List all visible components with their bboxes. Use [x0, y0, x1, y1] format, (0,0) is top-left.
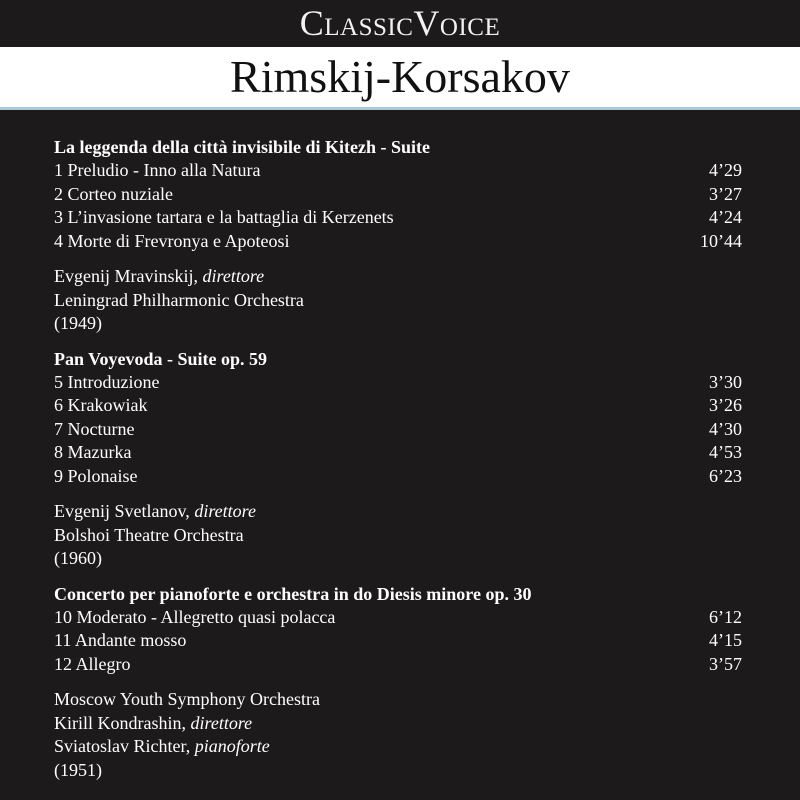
track-label: 12 Allegro [54, 653, 131, 674]
track-label: 4 Morte di Frevronya e Apoteosi [54, 230, 290, 251]
performer-role: direttore [202, 266, 265, 286]
track-duration: 6’23 [709, 465, 742, 486]
work-title: Pan Voyevoda - Suite op. 59 [54, 348, 268, 369]
track-row [54, 371, 742, 395]
track-row [54, 606, 742, 630]
performer-credit [54, 735, 742, 759]
recording-year-text: (1960) [54, 548, 102, 568]
recording-year [54, 312, 742, 336]
composer-banner [0, 47, 800, 110]
track-row [54, 206, 742, 230]
performer-name: Moscow Youth Symphony Orchestra [54, 689, 321, 709]
brand-logo: ClassicVoice [299, 3, 501, 43]
track-label: 5 Introduzione [54, 371, 160, 392]
performer-credit [54, 289, 742, 313]
track-row [54, 230, 742, 254]
recording-year [54, 547, 742, 571]
track-duration: 4’53 [709, 442, 742, 462]
track-duration: 10’44 [700, 230, 742, 251]
track-label: 7 Nocturne [54, 418, 135, 439]
work-title: Concerto per pianoforte e orchestra in do Diesis minore op. 30 [54, 583, 532, 604]
track-label: 3 L’invasione tartara e la battaglia di Kerzenets [54, 207, 394, 227]
track-duration: 4’30 [709, 418, 742, 439]
track-list [54, 136, 742, 782]
track-duration: 3’26 [709, 395, 742, 415]
track-label: 9 Polonaise [54, 465, 138, 486]
track-row [54, 465, 742, 489]
track-duration: 3’27 [709, 183, 742, 204]
performer-credit [54, 500, 742, 524]
performer-name: Evgenij Mravinskij, [54, 266, 203, 286]
track-row [54, 441, 742, 465]
work-title: La leggenda della città invisibile di Kitezh - Suite [54, 137, 431, 157]
track-row [54, 183, 742, 207]
track-label: 8 Mazurka [54, 442, 132, 462]
track-label: 10 Moderato - Allegretto quasi polacca [54, 606, 336, 627]
recording-year [54, 759, 742, 783]
track-duration: 4’15 [709, 630, 742, 650]
performer-name: Kirill Kondrashin, [54, 712, 191, 733]
track-duration: 4’24 [709, 207, 742, 227]
performer-name: Bolshoi Theatre Orchestra [54, 524, 244, 545]
track-duration: 4’29 [709, 160, 742, 180]
track-label: 2 Corteo nuziale [54, 183, 173, 204]
track-label: 6 Krakowiak [54, 395, 148, 415]
composer-name: Rimskij-Korsakov [230, 51, 570, 102]
performer-role: direttore [194, 501, 256, 521]
track-row [54, 394, 742, 418]
track-label: 1 Preludio - Inno alla Natura [54, 160, 261, 180]
track-row [54, 653, 742, 677]
track-label: 11 Andante mosso [54, 630, 187, 650]
performer-credit [54, 524, 742, 548]
recording-year-text: (1951) [54, 759, 102, 780]
track-row [54, 418, 742, 442]
performer-name: Evgenij Svetlanov, [54, 501, 195, 521]
performer-credit [54, 265, 742, 289]
recording-year-text: (1949) [54, 313, 102, 333]
performer-role: direttore [190, 712, 253, 733]
track-duration: 3’30 [709, 371, 742, 392]
track-duration: 6’12 [709, 606, 742, 627]
performer-credit [54, 712, 742, 736]
performer-credit [54, 688, 742, 712]
track-row [54, 629, 742, 653]
performer-name: Sviatoslav Richter, [54, 736, 195, 756]
performer-name: Leningrad Philharmonic Orchestra [54, 289, 304, 310]
track-duration: 3’57 [709, 653, 742, 674]
track-row [54, 159, 742, 183]
performer-role: pianoforte [194, 736, 270, 756]
